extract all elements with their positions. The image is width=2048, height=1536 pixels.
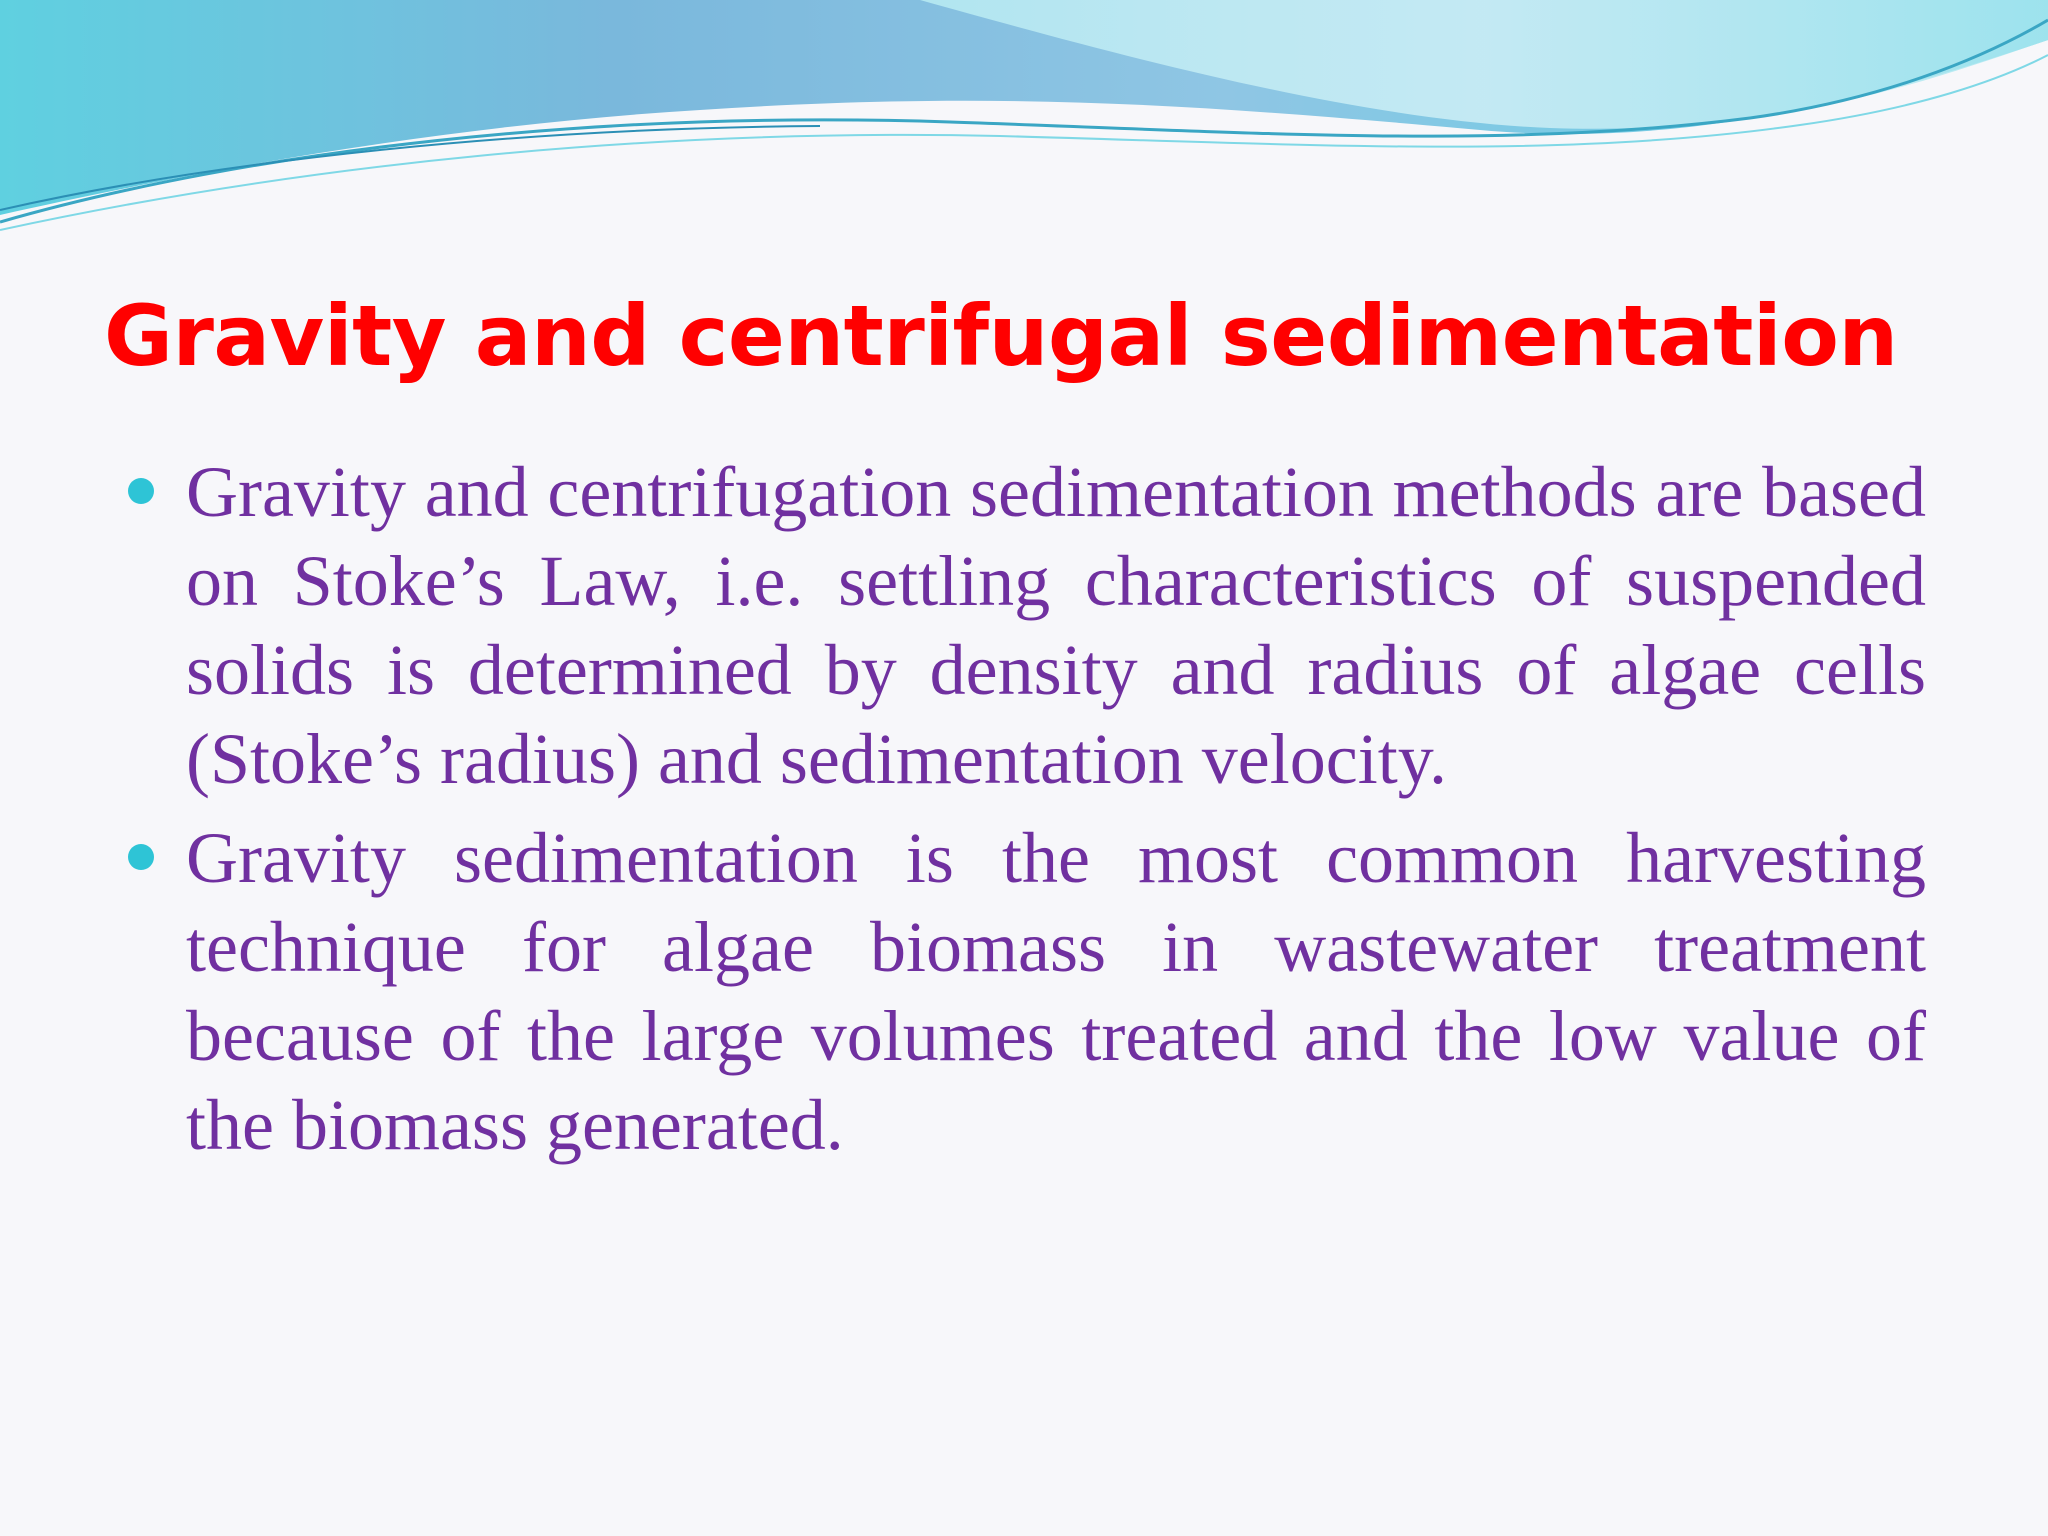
bullet-circle-icon	[128, 844, 154, 870]
bullet-item	[128, 814, 1926, 1170]
bullet-list	[128, 448, 1926, 1180]
bullet-circle-icon	[128, 478, 154, 504]
bullet-text: Gravity sedimentation is the most common harvesting technique for algae biomass in wastewater treatment because of the large volumes treated and the low value of the biomass generated.	[186, 818, 1926, 1165]
wave-decoration	[0, 0, 2048, 240]
slide-title: Gravity and centrifugal sedimentation	[104, 287, 1898, 385]
bullet-item	[128, 448, 1926, 804]
bullet-text: Gravity and centrifugation sedimentation methods are based on Stoke’s Law, i.e. settling characteristics of suspended solids is determined by density and radius of algae cells (Stoke’s radius) and sedimentation velocity.	[186, 452, 1926, 799]
